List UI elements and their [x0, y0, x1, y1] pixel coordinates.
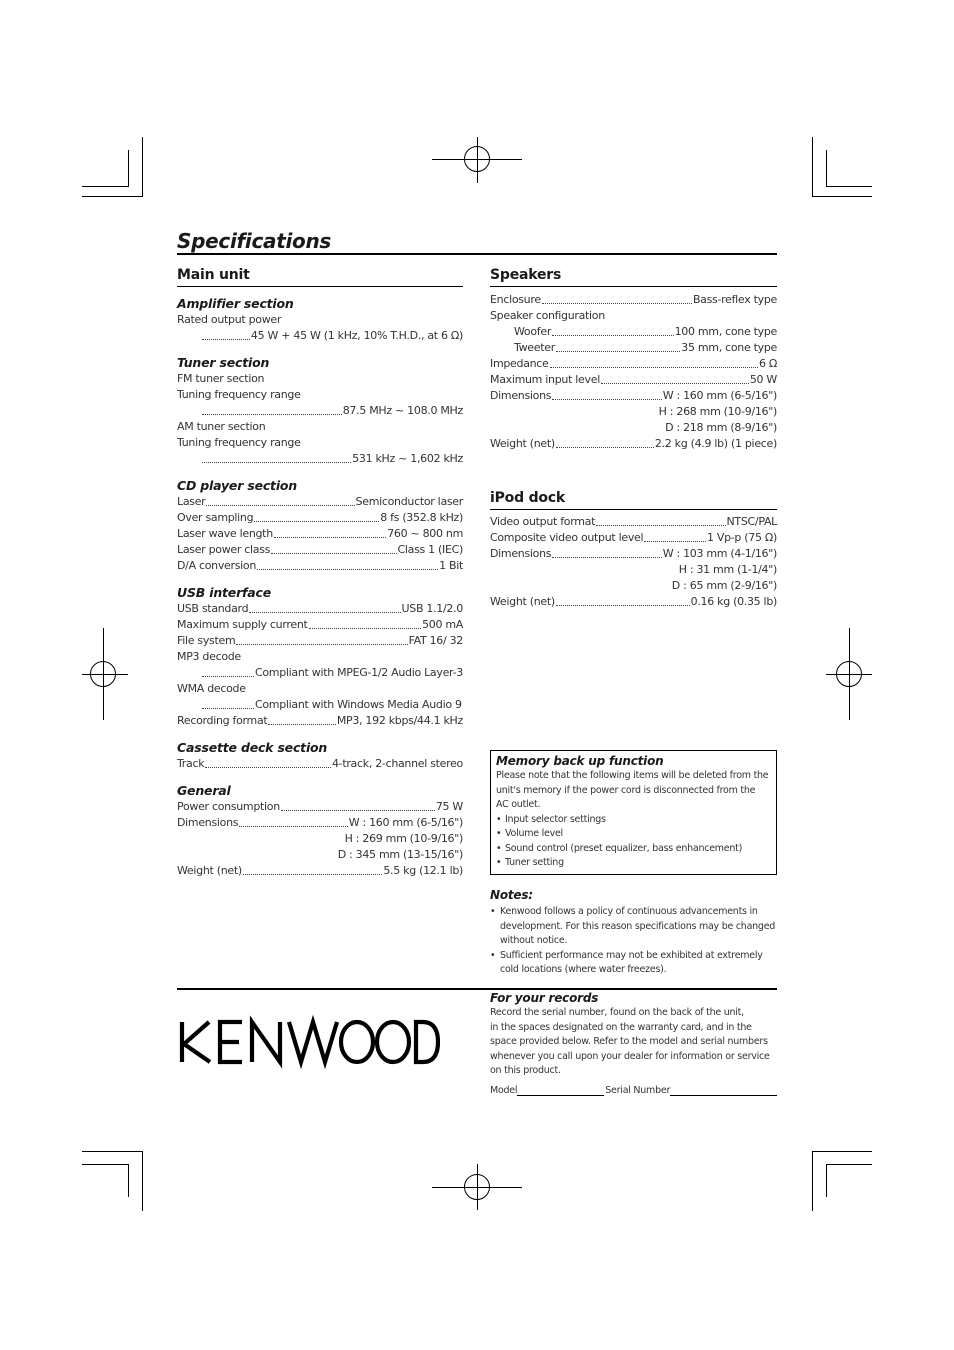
crop-mark: [128, 1164, 129, 1197]
spec-row: Composite video output level 1 Vp-p (75 Ω): [490, 531, 777, 544]
usb-heading: USB interface: [177, 585, 271, 600]
spec-row: Laser Semiconductor laser: [177, 495, 463, 508]
spec-row: Rated output power: [177, 313, 282, 326]
records-line: Record the serial number, found on the back of the unit,: [490, 1007, 744, 1018]
notes-section: [490, 888, 777, 978]
serial-number-field[interactable]: [670, 1086, 777, 1096]
ipod-dock-heading: iPod dock: [490, 490, 777, 510]
spec-row: Compliant with MPEG-1/2 Audio Layer-3: [177, 665, 463, 681]
spec-row: D/A conversion 1 Bit: [177, 559, 463, 572]
title-rule: [177, 253, 777, 255]
records-line: on this product.: [490, 1065, 561, 1076]
spec-row: H : 268 mm (10-9/16"): [658, 405, 777, 418]
list-item: • Tuner setting: [496, 857, 564, 868]
spec-row: D : 345 mm (13-15/16"): [337, 848, 463, 861]
model-field[interactable]: [517, 1086, 604, 1096]
registration-circle: [836, 661, 862, 687]
general-heading: General: [177, 783, 231, 798]
list-item: • Sufficient performance may not be exhibited at extremely cold locations (where water freezes).: [490, 949, 763, 975]
amplifier-heading: Amplifier section: [177, 296, 294, 311]
spec-row: Speaker configuration: [490, 309, 605, 322]
registration-circle: [464, 1174, 490, 1200]
spec-row: AM tuner section: [177, 420, 266, 433]
crop-mark: [142, 137, 143, 197]
spec-row: Over sampling 8 fs (352.8 kHz): [177, 511, 463, 524]
spec-row: Woofer 100 mm, cone type: [514, 325, 777, 338]
spec-row: Track 4-track, 2-channel stereo: [177, 757, 463, 770]
registration-circle: [90, 661, 116, 687]
records-section: [490, 991, 777, 1096]
main-unit-column: [177, 267, 463, 879]
spec-row: D : 65 mm (2-9/16"): [671, 579, 777, 592]
crop-mark: [82, 186, 128, 187]
bottom-rule: [177, 988, 777, 990]
crop-mark: [128, 150, 129, 187]
crop-mark: [82, 1151, 142, 1152]
cd-heading: CD player section: [177, 478, 298, 493]
records-line: whenever you call upon your dealer for information or service: [490, 1050, 770, 1062]
crop-mark: [142, 1151, 143, 1211]
spec-row: Weight (net) 0.16 kg (0.35 lb): [490, 595, 777, 608]
spec-row: Laser power class Class 1 (IEC): [177, 543, 463, 556]
memory-backup-box: [490, 750, 777, 875]
spec-row: Tuning frequency range: [177, 436, 301, 449]
spec-row: Dimensions W : 160 mm (6-5/16"): [177, 816, 463, 829]
spec-row: MP3 decode: [177, 650, 241, 663]
crop-mark: [812, 1151, 872, 1152]
page-title: Specifications: [177, 229, 332, 253]
list-item: • Volume level: [496, 828, 563, 839]
spec-row: Dimensions W : 103 mm (4-1/16"): [490, 547, 777, 560]
spec-row: Recording format MP3, 192 kbps/44.1 kHz: [177, 714, 463, 727]
crop-mark: [826, 150, 827, 187]
spec-row: USB standard USB 1.1/2.0: [177, 602, 463, 615]
speakers-column: [490, 267, 777, 610]
spec-row: Laser wave length 760 ~ 800 nm: [177, 527, 463, 540]
crop-mark: [812, 196, 872, 197]
speakers-heading: Speakers: [490, 267, 777, 287]
crop-mark: [826, 1164, 827, 1197]
crop-mark: [812, 137, 813, 197]
spec-row: WMA decode: [177, 682, 246, 695]
records-heading: For your records: [490, 991, 599, 1005]
spec-row: Maximum supply current 500 mA: [177, 618, 463, 631]
spec-row: H : 31 mm (1-1/4"): [678, 563, 777, 576]
crop-mark: [82, 1164, 128, 1165]
spec-row: Weight (net) 2.2 kg (4.9 lb) (1 piece): [490, 437, 777, 450]
tuner-heading: Tuner section: [177, 355, 270, 370]
spec-row: Power consumption 75 W: [177, 800, 463, 813]
spec-row: H : 269 mm (10-9/16"): [344, 832, 463, 845]
memory-backup-heading: Memory back up function: [496, 754, 664, 768]
notes-heading: Notes:: [490, 888, 533, 902]
model-label: Model: [490, 1084, 518, 1096]
spec-row: Enclosure Bass-reflex type: [490, 293, 777, 306]
crop-mark: [826, 1164, 872, 1165]
spec-row: Impedance 6 Ω: [490, 357, 777, 370]
list-item: • Sound control (preset equalizer, bass enhancement): [496, 842, 743, 854]
spec-row: Weight (net) 5.5 kg (12.1 lb): [177, 864, 463, 877]
spec-row: D : 218 mm (8-9/16"): [665, 421, 777, 434]
crop-mark: [826, 186, 872, 187]
memory-intro-line: Please note that the following items will be deleted from the: [496, 770, 769, 781]
crop-mark: [812, 1151, 813, 1211]
spec-row: Video output format NTSC/PAL: [490, 515, 777, 528]
list-item: • Input selector settings: [496, 813, 606, 825]
kenwood-logo: [176, 1008, 440, 1070]
main-unit-heading: Main unit: [177, 267, 463, 287]
serial-number-form: [490, 1085, 777, 1096]
spec-row: 87.5 MHz ~ 108.0 MHz: [177, 403, 463, 419]
spec-row: 531 kHz ~ 1,602 kHz: [177, 451, 463, 467]
spec-row: Tweeter 35 mm, cone type: [514, 341, 777, 354]
memory-intro-line: AC outlet.: [496, 799, 541, 810]
spec-row: FM tuner section: [177, 372, 265, 385]
spec-row: 45 W + 45 W (1 kHz, 10% T.H.D., at 6 Ω): [177, 328, 463, 344]
spec-row: File system FAT 16/ 32: [177, 634, 463, 647]
records-line: space provided below. Refer to the model and serial numbers: [490, 1036, 768, 1047]
memory-intro-line: unit's memory if the power cord is disconnected from the: [496, 784, 756, 796]
records-line: in the spaces designated on the warranty card, and in the: [490, 1021, 752, 1033]
registration-circle: [464, 146, 490, 172]
spec-row: Maximum input level 50 W: [490, 373, 777, 386]
list-item: • Kenwood follows a policy of continuous advancements in development. For this reason specifications may be changed without notice.: [490, 906, 776, 946]
serial-label: Serial Number: [605, 1084, 671, 1096]
cassette-heading: Cassette deck section: [177, 740, 328, 755]
spec-row: Dimensions W : 160 mm (6-5/16"): [490, 389, 777, 402]
crop-mark: [82, 196, 142, 197]
spec-row: Tuning frequency range: [177, 388, 301, 401]
spec-row: Compliant with Windows Media Audio 9: [177, 697, 463, 713]
